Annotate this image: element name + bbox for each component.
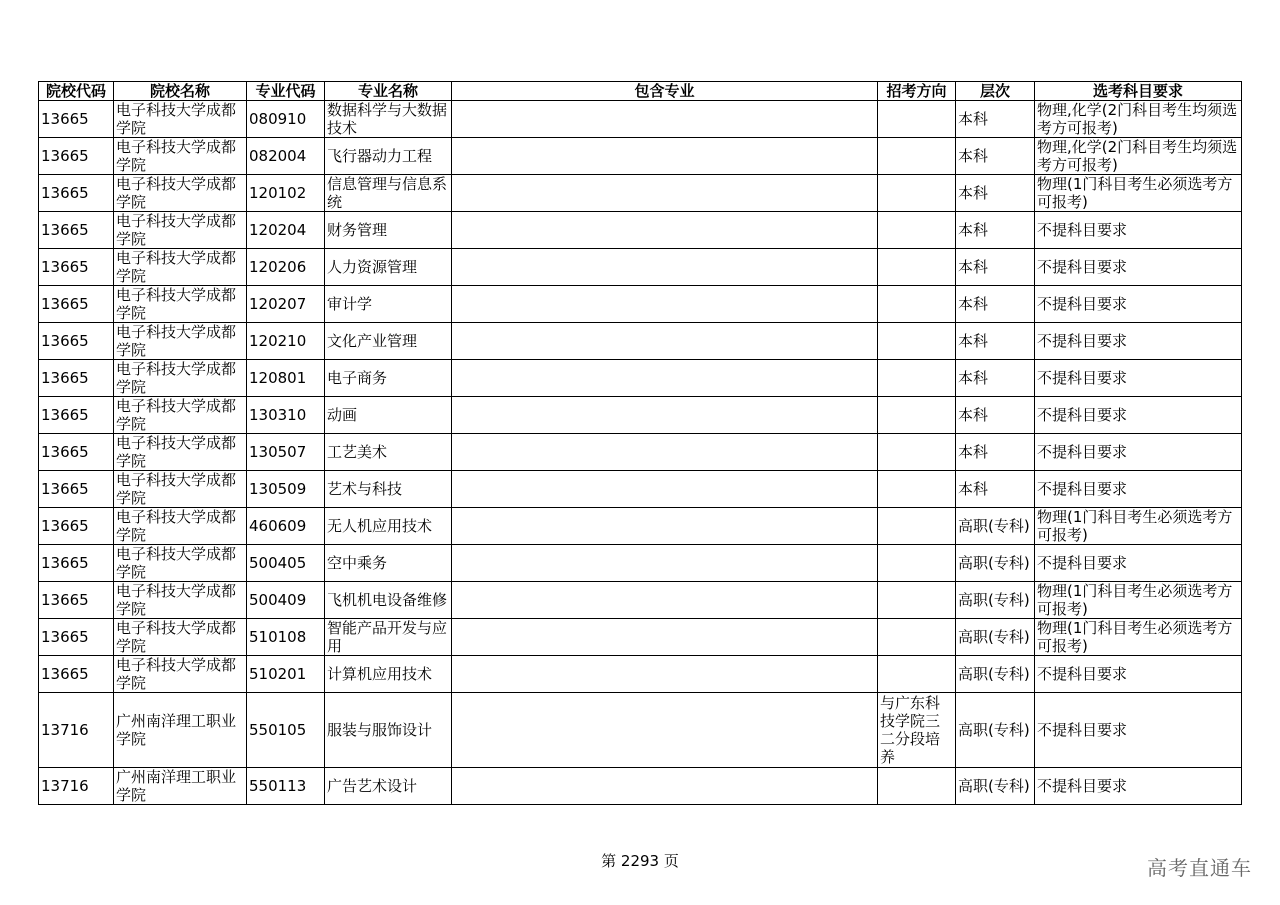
table-row	[39, 545, 1242, 582]
header-direction: 招考方向	[878, 82, 956, 101]
table-row	[39, 508, 1242, 545]
cell-level: 高职(专科)	[956, 656, 1035, 693]
cell-major-name: 财务管理	[325, 212, 452, 249]
cell-included-majors	[452, 101, 878, 138]
cell-major-code: 120801	[247, 360, 325, 397]
cell-direction	[878, 656, 956, 693]
cell-school-name: 电子科技大学成都学院	[114, 249, 247, 286]
cell-included-majors	[452, 656, 878, 693]
cell-direction	[878, 582, 956, 619]
cell-major-code: 130509	[247, 471, 325, 508]
header-subject-requirement: 选考科目要求	[1035, 82, 1242, 101]
cell-level: 本科	[956, 323, 1035, 360]
cell-major-name: 工艺美术	[325, 434, 452, 471]
cell-school-code: 13665	[39, 471, 114, 508]
cell-school-name: 电子科技大学成都学院	[114, 175, 247, 212]
cell-included-majors	[452, 249, 878, 286]
cell-school-code: 13665	[39, 656, 114, 693]
cell-school-name: 电子科技大学成都学院	[114, 471, 247, 508]
cell-level: 本科	[956, 360, 1035, 397]
cell-subject-requirement: 物理(1门科目考生必须选考方可报考)	[1035, 619, 1242, 656]
table-row	[39, 138, 1242, 175]
cell-school-name: 广州南洋理工职业学院	[114, 768, 247, 805]
admissions-table	[38, 81, 1242, 805]
header-row	[39, 82, 1242, 101]
cell-major-name: 电子商务	[325, 360, 452, 397]
cell-major-name: 信息管理与信息系统	[325, 175, 452, 212]
cell-level: 高职(专科)	[956, 693, 1035, 768]
cell-level: 本科	[956, 249, 1035, 286]
cell-school-name: 电子科技大学成都学院	[114, 138, 247, 175]
cell-subject-requirement: 不提科目要求	[1035, 323, 1242, 360]
cell-direction	[878, 471, 956, 508]
table-row	[39, 693, 1242, 768]
cell-included-majors	[452, 360, 878, 397]
cell-school-name: 电子科技大学成都学院	[114, 212, 247, 249]
cell-level: 本科	[956, 138, 1035, 175]
cell-level: 高职(专科)	[956, 619, 1035, 656]
cell-direction	[878, 286, 956, 323]
cell-direction: 与广东科技学院三二分段培养	[878, 693, 956, 768]
cell-major-code: 510201	[247, 656, 325, 693]
cell-included-majors	[452, 471, 878, 508]
cell-school-name: 电子科技大学成都学院	[114, 508, 247, 545]
cell-subject-requirement: 物理(1门科目考生必须选考方可报考)	[1035, 175, 1242, 212]
table-row	[39, 768, 1242, 805]
cell-major-code: 120206	[247, 249, 325, 286]
header-level: 层次	[956, 82, 1035, 101]
cell-level: 本科	[956, 286, 1035, 323]
cell-school-code: 13665	[39, 323, 114, 360]
table-row	[39, 101, 1242, 138]
cell-major-name: 审计学	[325, 286, 452, 323]
cell-major-code: 120204	[247, 212, 325, 249]
page-number: 第 2293 页	[601, 852, 679, 870]
cell-subject-requirement: 不提科目要求	[1035, 212, 1242, 249]
cell-level: 高职(专科)	[956, 545, 1035, 582]
cell-school-code: 13665	[39, 212, 114, 249]
cell-level: 本科	[956, 434, 1035, 471]
cell-school-code: 13665	[39, 508, 114, 545]
cell-subject-requirement: 物理(1门科目考生必须选考方可报考)	[1035, 508, 1242, 545]
cell-school-name: 电子科技大学成都学院	[114, 323, 247, 360]
cell-level: 本科	[956, 175, 1035, 212]
cell-school-code: 13665	[39, 397, 114, 434]
cell-level: 本科	[956, 212, 1035, 249]
cell-level: 本科	[956, 471, 1035, 508]
cell-direction	[878, 768, 956, 805]
cell-included-majors	[452, 138, 878, 175]
cell-level: 本科	[956, 397, 1035, 434]
table-row	[39, 656, 1242, 693]
cell-subject-requirement: 不提科目要求	[1035, 656, 1242, 693]
cell-major-name: 文化产业管理	[325, 323, 452, 360]
cell-major-name: 动画	[325, 397, 452, 434]
cell-major-name: 数据科学与大数据技术	[325, 101, 452, 138]
cell-included-majors	[452, 508, 878, 545]
cell-included-majors	[452, 545, 878, 582]
header-major-name: 专业名称	[325, 82, 452, 101]
table-row	[39, 582, 1242, 619]
cell-included-majors	[452, 323, 878, 360]
cell-major-code: 130310	[247, 397, 325, 434]
cell-school-name: 广州南洋理工职业学院	[114, 693, 247, 768]
cell-major-name: 飞行器动力工程	[325, 138, 452, 175]
cell-school-code: 13665	[39, 286, 114, 323]
header-school-code: 院校代码	[39, 82, 114, 101]
table-row	[39, 323, 1242, 360]
cell-major-code: 460609	[247, 508, 325, 545]
cell-major-code: 120207	[247, 286, 325, 323]
table-row	[39, 471, 1242, 508]
cell-major-code: 500409	[247, 582, 325, 619]
cell-direction	[878, 360, 956, 397]
cell-direction	[878, 434, 956, 471]
cell-subject-requirement: 不提科目要求	[1035, 360, 1242, 397]
cell-included-majors	[452, 768, 878, 805]
cell-school-name: 电子科技大学成都学院	[114, 360, 247, 397]
cell-subject-requirement: 物理,化学(2门科目考生均须选考方可报考)	[1035, 101, 1242, 138]
cell-direction	[878, 619, 956, 656]
cell-direction	[878, 138, 956, 175]
table-row	[39, 619, 1242, 656]
cell-major-code: 120210	[247, 323, 325, 360]
cell-major-code: 082004	[247, 138, 325, 175]
cell-subject-requirement: 不提科目要求	[1035, 249, 1242, 286]
cell-school-name: 电子科技大学成都学院	[114, 582, 247, 619]
cell-school-code: 13665	[39, 138, 114, 175]
header-school-name: 院校名称	[114, 82, 247, 101]
cell-major-code: 500405	[247, 545, 325, 582]
cell-major-code: 510108	[247, 619, 325, 656]
cell-school-code: 13665	[39, 101, 114, 138]
cell-school-name: 电子科技大学成都学院	[114, 656, 247, 693]
cell-school-code: 13665	[39, 175, 114, 212]
cell-subject-requirement: 不提科目要求	[1035, 397, 1242, 434]
cell-direction	[878, 397, 956, 434]
table-row	[39, 434, 1242, 471]
cell-included-majors	[452, 286, 878, 323]
cell-major-code: 550105	[247, 693, 325, 768]
cell-level: 高职(专科)	[956, 508, 1035, 545]
table-row	[39, 397, 1242, 434]
cell-school-name: 电子科技大学成都学院	[114, 619, 247, 656]
table-body	[39, 101, 1242, 805]
cell-major-name: 智能产品开发与应用	[325, 619, 452, 656]
cell-subject-requirement: 不提科目要求	[1035, 693, 1242, 768]
cell-major-name: 计算机应用技术	[325, 656, 452, 693]
cell-included-majors	[452, 212, 878, 249]
cell-included-majors	[452, 397, 878, 434]
cell-direction	[878, 323, 956, 360]
cell-subject-requirement: 不提科目要求	[1035, 434, 1242, 471]
cell-school-code: 13665	[39, 434, 114, 471]
cell-included-majors	[452, 582, 878, 619]
cell-major-code: 080910	[247, 101, 325, 138]
cell-level: 高职(专科)	[956, 582, 1035, 619]
table-row	[39, 175, 1242, 212]
cell-included-majors	[452, 175, 878, 212]
cell-direction	[878, 508, 956, 545]
cell-subject-requirement: 不提科目要求	[1035, 768, 1242, 805]
cell-school-code: 13665	[39, 360, 114, 397]
cell-major-code: 120102	[247, 175, 325, 212]
cell-direction	[878, 212, 956, 249]
cell-subject-requirement: 不提科目要求	[1035, 471, 1242, 508]
cell-major-name: 服装与服饰设计	[325, 693, 452, 768]
table-row	[39, 286, 1242, 323]
cell-major-code: 130507	[247, 434, 325, 471]
cell-major-name: 无人机应用技术	[325, 508, 452, 545]
watermark-text: 高考直通车	[1147, 856, 1252, 880]
cell-school-code: 13716	[39, 693, 114, 768]
cell-major-name: 飞机机电设备维修	[325, 582, 452, 619]
cell-school-code: 13716	[39, 768, 114, 805]
cell-level: 高职(专科)	[956, 768, 1035, 805]
cell-included-majors	[452, 693, 878, 768]
cell-major-name: 人力资源管理	[325, 249, 452, 286]
cell-school-name: 电子科技大学成都学院	[114, 286, 247, 323]
cell-direction	[878, 101, 956, 138]
cell-subject-requirement: 不提科目要求	[1035, 545, 1242, 582]
cell-direction	[878, 175, 956, 212]
table-row	[39, 360, 1242, 397]
cell-school-name: 电子科技大学成都学院	[114, 545, 247, 582]
cell-school-code: 13665	[39, 545, 114, 582]
cell-included-majors	[452, 619, 878, 656]
cell-included-majors	[452, 434, 878, 471]
table-row	[39, 212, 1242, 249]
cell-subject-requirement: 不提科目要求	[1035, 286, 1242, 323]
cell-school-code: 13665	[39, 582, 114, 619]
cell-school-name: 电子科技大学成都学院	[114, 397, 247, 434]
cell-school-code: 13665	[39, 619, 114, 656]
cell-major-name: 广告艺术设计	[325, 768, 452, 805]
cell-major-code: 550113	[247, 768, 325, 805]
cell-subject-requirement: 物理,化学(2门科目考生均须选考方可报考)	[1035, 138, 1242, 175]
header-included-majors: 包含专业	[452, 82, 878, 101]
header-major-code: 专业代码	[247, 82, 325, 101]
cell-school-name: 电子科技大学成都学院	[114, 434, 247, 471]
cell-major-name: 空中乘务	[325, 545, 452, 582]
cell-direction	[878, 545, 956, 582]
table-row	[39, 249, 1242, 286]
cell-school-name: 电子科技大学成都学院	[114, 101, 247, 138]
cell-direction	[878, 249, 956, 286]
cell-level: 本科	[956, 101, 1035, 138]
cell-subject-requirement: 物理(1门科目考生必须选考方可报考)	[1035, 582, 1242, 619]
cell-major-name: 艺术与科技	[325, 471, 452, 508]
cell-school-code: 13665	[39, 249, 114, 286]
